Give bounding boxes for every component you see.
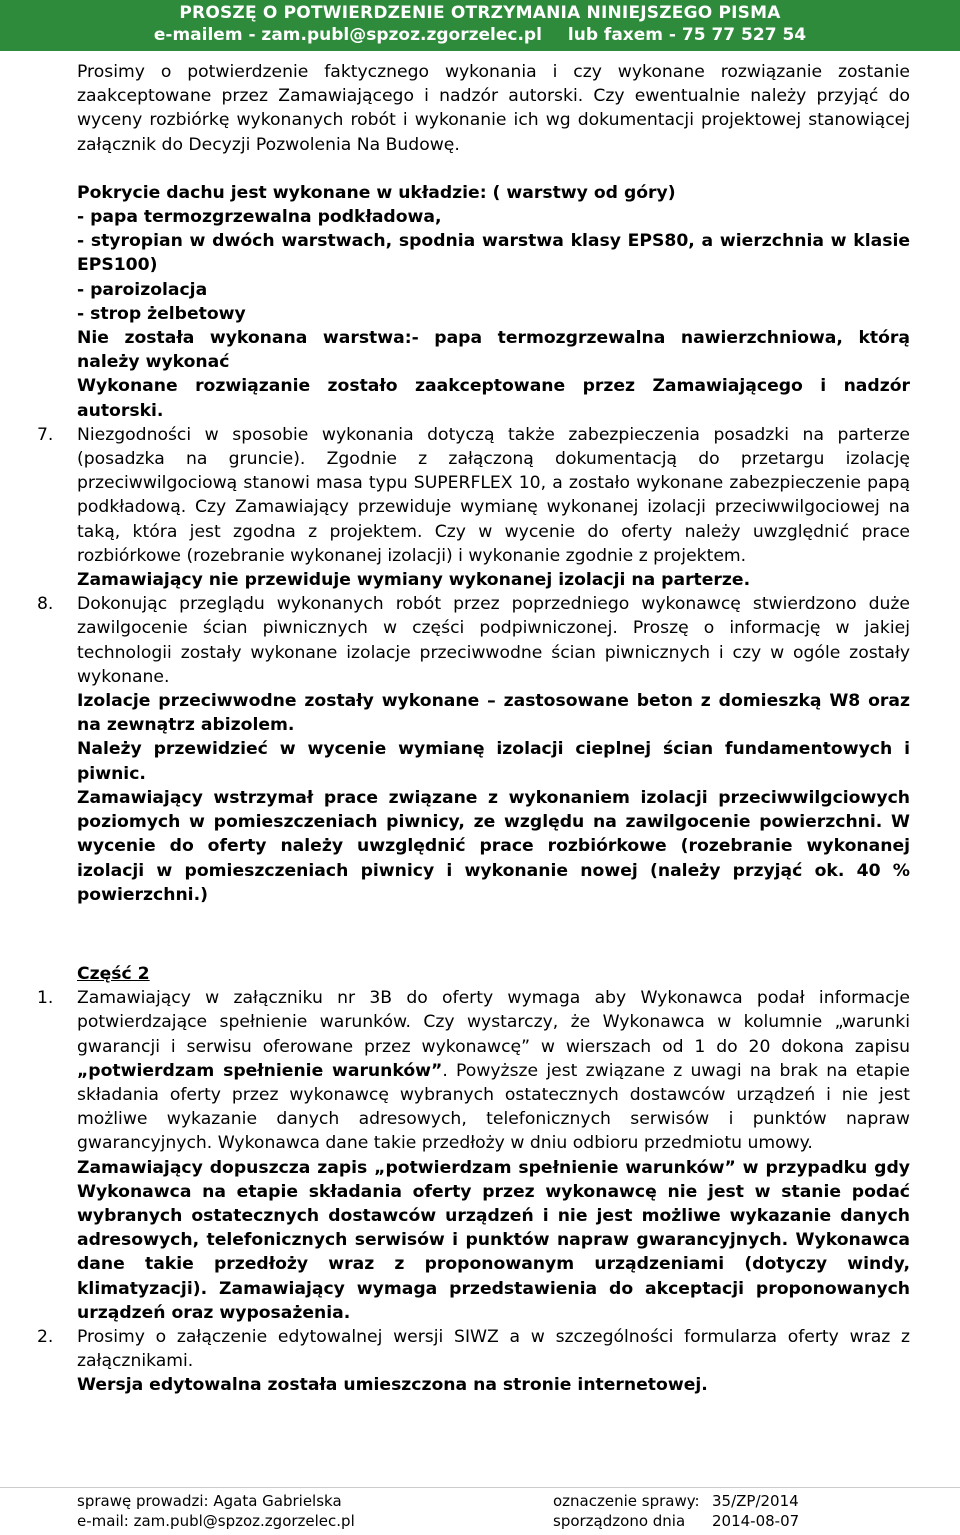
- part-2-question-2-text: Prosimy o załączenie edytowalnej wersji SIWZ a w szczególności formularza oferty wraz z załącznikami.: [77, 1326, 910, 1372]
- part-2-item-2: [37, 1325, 910, 1398]
- header-contact-line: [0, 25, 960, 45]
- part-2-answer-2: Wersja edytowalna została umieszczona na stronie internetowej.: [77, 1375, 708, 1396]
- footer-email: e-mail: zam.publ@spzoz.zgorzelec.pl: [77, 1512, 355, 1530]
- answer-7: Zamawiający nie przewiduje wymiany wykonanej izolacji na parterze.: [77, 570, 751, 591]
- item-number: 8.: [37, 594, 54, 615]
- question-text-segment: . Powyższe jest związane z uwagi na brak na etapie składania oferty przez wykonawcę wybranych ostatecznych dostawców urządzeń i nie jest możliwe wykazanie danych adresowych, telefonicznych serwisów i punktów napraw gwarancyjnych. Wykonawca dane takie przedłoży w dniu odbioru przedmiotu umowy.: [77, 1060, 910, 1154]
- question-text-segment: Zamawiający w załączniku nr 3B do oferty wymaga aby Wykonawca podał informacje potwierdzające spełnienie warunków. Czy wystarczy, że Wykonawca w kolumnie „warunki gwarancji i serwisu oferowane przez wykonawcę” w wierszach od 1 do 20 dokona zapisu: [77, 988, 910, 1057]
- answer-6-line: - styropian w dwóch warstwach, spodnia warstwa klasy EPS80, a wierzchnia w klasie EPS100): [77, 231, 910, 276]
- answer-6-line: - paroizolacja: [77, 279, 208, 300]
- page-header-banner: [0, 0, 960, 51]
- question-6-text: Prosimy o potwierdzenie faktycznego wykonania i czy wykonane rozwiązanie zostanie zaakceptowane przez Zamawiającego i nadzór autorski. Czy ewentualnie należy przyjąć do wyceny rozbiórkę wykonanych robót i wykonanie ich wg dokumentacji projektowej stanowiącej załącznik do Decyzji Pozwolenia Na Budowę.: [77, 62, 910, 155]
- item-number: 2.: [37, 1326, 54, 1347]
- footer-case-number: 35/ZP/2014: [712, 1492, 799, 1510]
- header-fax: lub faxem - 75 77 527 54: [567, 25, 807, 45]
- footer-case-label: oznaczenie sprawy:: [553, 1492, 700, 1510]
- answer-6-line: Nie została wykonana warstwa:- papa termozgrzewalna nawierzchniowa, którą należy wykonać: [77, 328, 910, 373]
- section-title-part-2: Część 2: [77, 963, 150, 984]
- item-number: 1.: [37, 988, 54, 1009]
- item-7: [37, 423, 910, 592]
- footer-date-value: 2014-08-07: [712, 1512, 800, 1530]
- document-body: [37, 60, 910, 1398]
- part-2-item-1: [37, 986, 910, 1325]
- footer-date-label: sporządzono dnia: [553, 1512, 686, 1530]
- answer-6-line: - papa termozgrzewalna podkładowa,: [77, 207, 442, 228]
- question-8-text: Dokonując przeglądu wykonanych robót przez poprzedniego wykonawcę stwierdzono duże zawilgocenie ścian piwnicznych w części podpiwniczonej. Proszę o informację w jakiej technologii zostały wykonane izolacje przeciwwodne ścian piwnicznych i czy w ogóle zostały wykonane.: [77, 594, 910, 687]
- answer-6: [77, 181, 910, 423]
- answer-6-line: Wykonane rozwiązanie zostało zaakceptowane przez Zamawiającego i nadzór autorski.: [77, 376, 910, 421]
- answer-6-line: - strop żelbetowy: [77, 303, 246, 324]
- item-8: [37, 592, 910, 907]
- answer-8-part-2: Należy przewidzieć w wycenie wymianę izolacji cieplnej ścian fundamentowych i piwnic.: [77, 739, 910, 784]
- question-bold-quote: „potwierdzam spełnienie warunków”: [77, 1060, 443, 1081]
- question-7-text: Niezgodności w sposobie wykonania dotyczą także zabezpieczenia posadzki na parterze (posadzka na gruncie). Zgodnie z załączoną dokumentacją do przetargu izolację przeciwwilgociową stanowi masa typu SUPERFLEX 10, a zostało wykonane zabezpieczenie papą podkładową. Czy Zamawiający przewiduje wymianę wykonanej izolacji przeciwwilgociowej na taką, która jest zgodna z projektem. Czy w wycenie do oferty należy uwzględnić prace rozbiórkowe (rozebranie wykonanej izolacji) i wykonanie zgodnie z projektem.: [77, 424, 910, 566]
- header-email: e-mailem - zam.publ@spzoz.zgorzelec.pl: [153, 25, 542, 45]
- answer-8-part-1: Izolacje przeciwwodne zostały wykonane – zastosowane beton z domieszką W8 oraz na zewnątrz abizolem.: [77, 691, 910, 736]
- answer-8-part-3: Zamawiający wstrzymał prace związane z wykonaniem izolacji przeciwwilgciowych poziomych w pomieszczeniach piwnicy, ze względu na zawilgocenie powierzchni. W wycenie do oferty należy uwzględnić prace rozbiórkowe (rozebranie wykonanej izolacji w pomieszczeniach piwnicy i wykonanie nowej (należy przyjąć ok. 40 % powierzchni.): [77, 787, 910, 905]
- answer-6-line: Pokrycie dachu jest wykonane w układzie: ( warstwy od góry): [77, 182, 676, 203]
- part-2-answer-1: Zamawiający dopuszcza zapis „potwierdzam spełnienie warunków” w przypadku gdy Wykonawca na etapie składania oferty przez wykonawcę nie jest w stanie podać wybranych ostatecznych dostawców urządzeń i nie jest możliwe wykazanie danych adresowych, telefonicznych serwisów i punktów napraw gwarancyjnych. Wykonawca dane takie przedłoży wraz z proponowanym urządzeniami (dotyczy windy, klimatyzacji). Zamawiający wymaga przedstawienia do akceptacji proponowanych urządzeń oraz wyposażenia.: [77, 1157, 910, 1323]
- item-number: 7.: [37, 424, 54, 445]
- part-2-question-1-text: [77, 986, 910, 1155]
- footer-case-officer: sprawę prowadzi: Agata Gabrielska: [77, 1492, 342, 1510]
- header-confirmation-request: PROSZĘ O POTWIERDZENIE OTRZYMANIA NINIEJSZEGO PISMA: [179, 3, 781, 23]
- footer-divider: [0, 1487, 960, 1488]
